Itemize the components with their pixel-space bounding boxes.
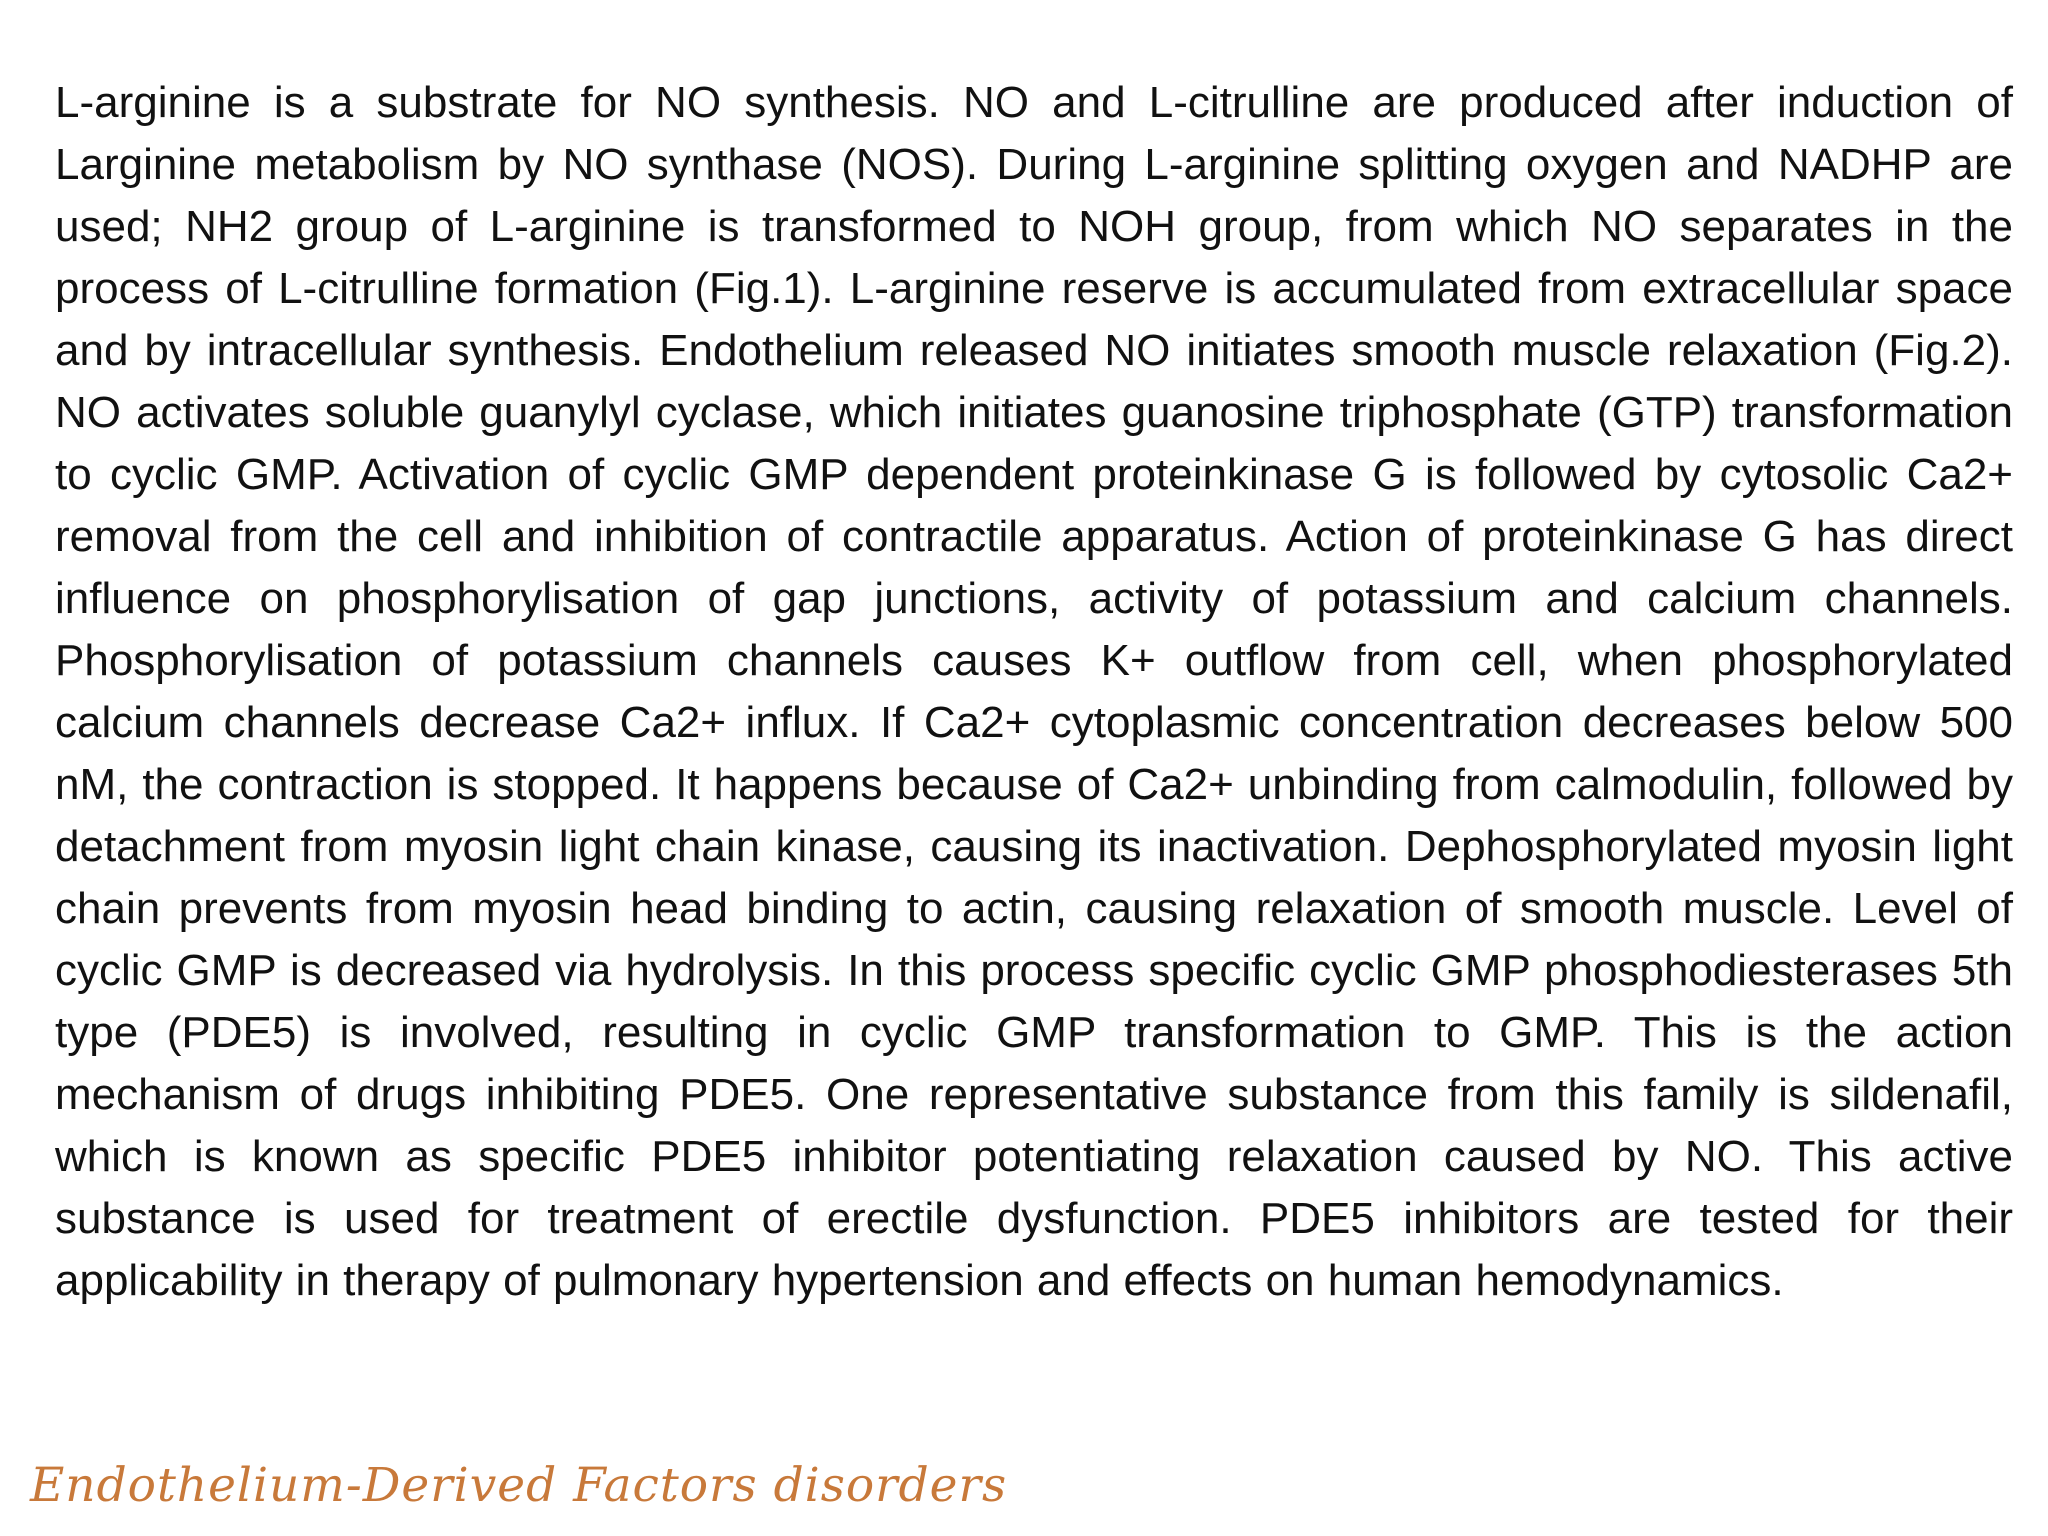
- body-paragraph: L-arginine is a substrate for NO synthesis. NO and L-citrulline are produced after induction of Larginine metabolism by NO synthase (NOS). During L-arginine splitting oxygen and NADHP are used; NH2 group of L-arginine is transformed to NOH group, from which NO separates in the process of L-citrulline formation (Fig.1). L-arginine reserve is accumulated from extracellular space and by intracellular synthesis. Endothelium released NO initiates smooth muscle relaxation (Fig.2). NO activates soluble guanylyl cyclase, which initiates guanosine triphosphate (GTP) transformation to cyclic GMP. Activation of cyclic GMP dependent proteinkinase G is followed by cytosolic Ca2+ removal from the cell and inhibition of contractile apparatus. Action of proteinkinase G has direct influence on phosphorylisation of gap junctions, activity of potassium and calcium channels. Phosphorylisation of potassium channels causes K+ outflow from cell, when phosphorylated calcium channels decrease Ca2+ influx. If Ca2+ cytoplasmic concentration decreases below 500 nM, the contraction is stopped. It happens because of Ca2+ unbinding from calmodulin, followed by detachment from myosin light chain kinase, causing its inactivation. Dephosphorylated myosin light chain prevents from myosin head binding to actin, causing relaxation of smooth muscle. Level of cyclic GMP is decreased via hydrolysis. In this process specific cyclic GMP phosphodiesterases 5th type (PDE5) is involved, resulting in cyclic GMP transformation to GMP. This is the action mechanism of drugs inhibiting PDE5. One representative substance from this family is sildenafil, which is known as specific PDE5 inhibitor potentiating relaxation caused by NO. This active substance is used for treatment of erectile dysfunction. PDE5 inhibitors are tested for their applicability in therapy of pulmonary hypertension and effects on human hemodynamics.: [55, 78, 2013, 1305]
- footer-title: Endothelium-Derived Factors disorders: [30, 1458, 1008, 1513]
